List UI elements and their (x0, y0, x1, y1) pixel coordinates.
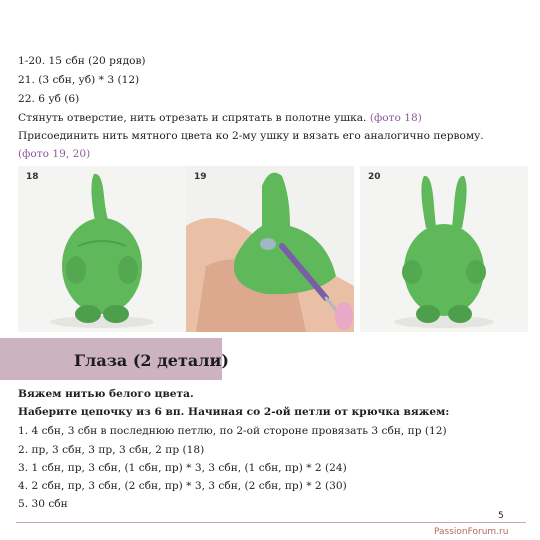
instruction-line: Присоединить нить мятного цвета ко 2-му ушку и вязать его аналогично первому. (18, 130, 484, 142)
instruction-text: Стянуть отверстие, нить отрезать и спрятать в полотне ушка. (18, 112, 367, 124)
photo-number: 20 (368, 172, 381, 182)
row-line: 21. (3 сбн, уб) * 3 (12) (18, 74, 140, 86)
section-title: Глаза (2 детали) (74, 351, 229, 370)
instruction-line (18, 111, 422, 125)
photo-number: 19 (194, 172, 207, 182)
page-number: 5 (498, 511, 504, 521)
row-line: 22. 6 уб (6) (18, 93, 80, 105)
intro-line: Вяжем нитью белого цвета. (18, 388, 194, 400)
bunny-side-view-photo-icon (18, 166, 186, 332)
hand-holding-crochet-hook-photo-icon (186, 166, 354, 332)
photo-18 (18, 166, 186, 332)
intro-line: Наберите цепочку из 6 вп. Начиная со 2-ой петли от крючка вяжем: (18, 406, 450, 418)
photo-reference-link[interactable]: (фото 19, 20) (18, 148, 91, 160)
row-line: 1-20. 15 сбн (20 рядов) (18, 55, 146, 67)
photo-number: 18 (26, 172, 39, 182)
photo-19 (186, 166, 354, 332)
photo-reference-link[interactable]: (фото 18) (369, 112, 422, 124)
row-line: 5. 30 сбн (18, 498, 68, 510)
footer-divider (16, 522, 526, 523)
row-line: 1. 4 сбн, 3 сбн в последнюю петлю, по 2-ой стороне провязать 3 сбн, пр (12) (18, 425, 447, 437)
bunny-front-view-photo-icon (360, 166, 528, 332)
photo-20 (360, 166, 528, 332)
row-line: 4. 2 сбн, пр, 3 сбн, (2 сбн, пр) * 3, 3 сбн, (2 сбн, пр) * 2 (30) (18, 480, 347, 492)
row-line: 2. пр, 3 сбн, 3 пр, 3 сбн, 2 пр (18) (18, 444, 205, 456)
watermark: PassionForum.ru (434, 527, 509, 537)
row-line: 3. 1 сбн, пр, 3 сбн, (1 сбн, пр) * 3, 3 сбн, (1 сбн, пр) * 2 (24) (18, 462, 347, 474)
